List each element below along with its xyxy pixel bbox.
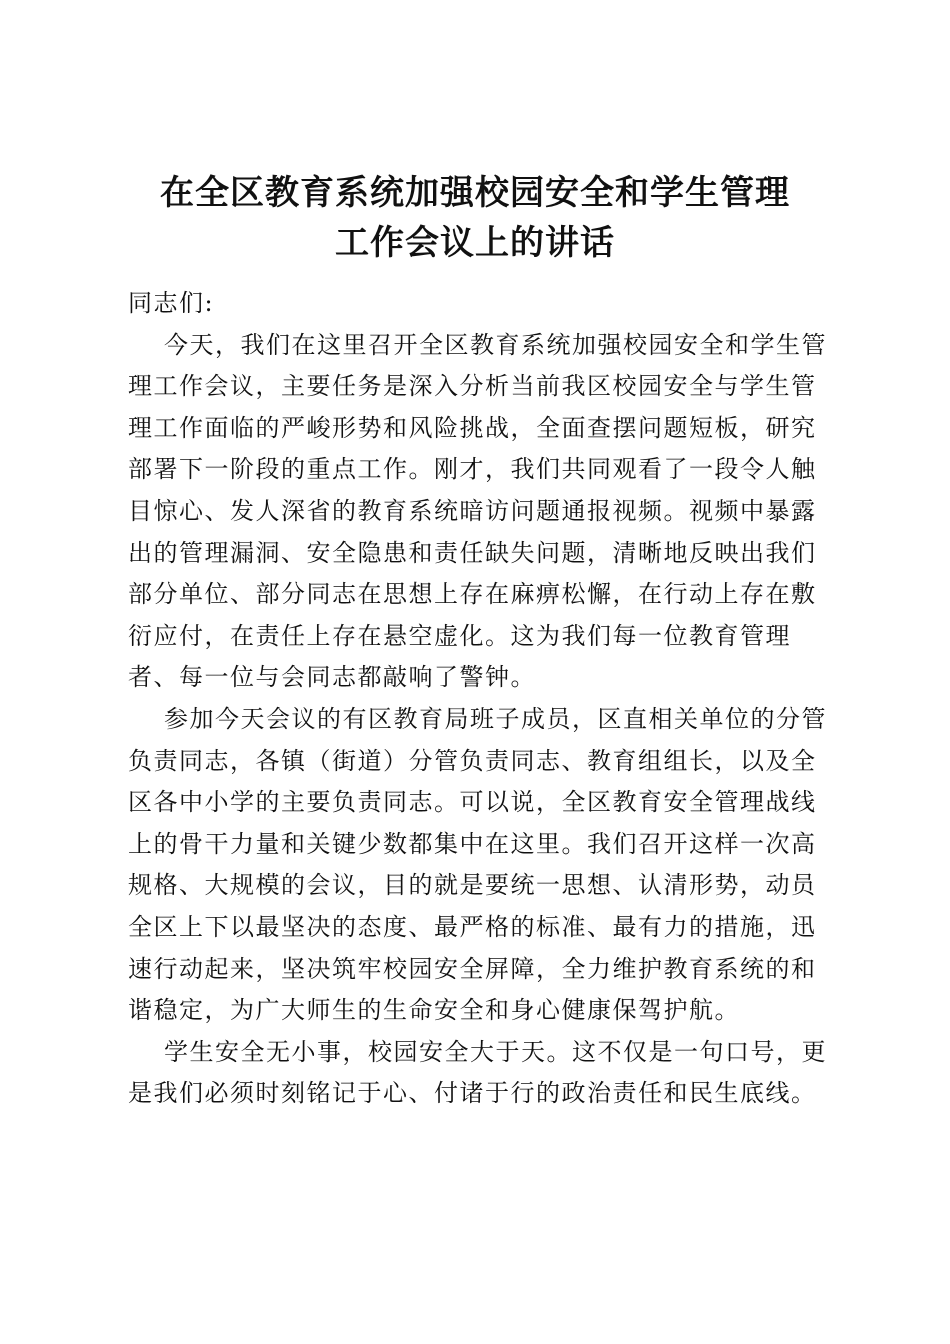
paragraph-1-line: 今天，我们在这里召开全区教育系统加强校园安全和学生管 bbox=[164, 330, 827, 359]
paragraph-1-line: 理工作面临的严峻形势和风险挑战，全面查摆问题短板，研究 bbox=[128, 413, 817, 442]
paragraph-1-line: 衍应付，在责任上存在悬空虚化。这为我们每一位教育管理 bbox=[128, 621, 791, 650]
paragraph-3-line: 学生安全无小事，校园安全大于天。这不仅是一句口号，更 bbox=[164, 1037, 827, 1066]
paragraph-1-line: 理工作会议，主要任务是深入分析当前我区校园安全与学生管 bbox=[128, 372, 817, 401]
paragraph-2-line: 速行动起来，坚决筑牢校园安全屏障，全力维护教育系统的和 bbox=[128, 954, 817, 983]
paragraph-2-line: 谐稳定，为广大师生的生命安全和身心健康保驾护航。 bbox=[128, 996, 740, 1025]
paragraph-1-line: 部署下一阶段的重点工作。刚才，我们共同观看了一段令人触 bbox=[128, 455, 817, 484]
paragraph-1-line: 出的管理漏洞、安全隐患和责任缺失问题，清晰地反映出我们 bbox=[128, 538, 817, 567]
greeting: 同志们: bbox=[128, 289, 215, 317]
paragraph-2-line: 负责同志，各镇（街道）分管负责同志、教育组组长，以及全 bbox=[128, 746, 817, 775]
paragraph-2-line: 上的骨干力量和关键少数都集中在这里。我们召开这样一次高 bbox=[128, 829, 817, 858]
paragraph-1-line: 者、每一位与会同志都敲响了警钟。 bbox=[128, 663, 536, 692]
paragraph-2-line: 区各中小学的主要负责同志。可以说，全区教育安全管理战线 bbox=[128, 788, 817, 817]
paragraph-1-line: 部分单位、部分同志在思想上存在麻痹松懈，在行动上存在敷 bbox=[128, 580, 817, 609]
paragraph-2-line: 参加今天会议的有区教育局班子成员，区直相关单位的分管 bbox=[164, 704, 827, 733]
document-title bbox=[120, 168, 830, 268]
title-line-1: 在全区教育系统加强校园安全和学生管理 bbox=[160, 173, 790, 213]
paragraph-3-line: 是我们必须时刻铭记于心、付诸于行的政治责任和民生底线。 bbox=[128, 1079, 817, 1108]
title-line-2: 工作会议上的讲话 bbox=[335, 223, 615, 263]
paragraph-2-line: 规格、大规模的会议，目的就是要统一思想、认清形势，动员 bbox=[128, 871, 817, 900]
paragraph-2-line: 全区上下以最坚决的态度、最严格的标准、最有力的措施，迅 bbox=[128, 912, 817, 941]
document-body bbox=[128, 283, 828, 1115]
paragraph-1-line: 目惊心、发人深省的教育系统暗访问题通报视频。视频中暴露 bbox=[128, 496, 817, 525]
